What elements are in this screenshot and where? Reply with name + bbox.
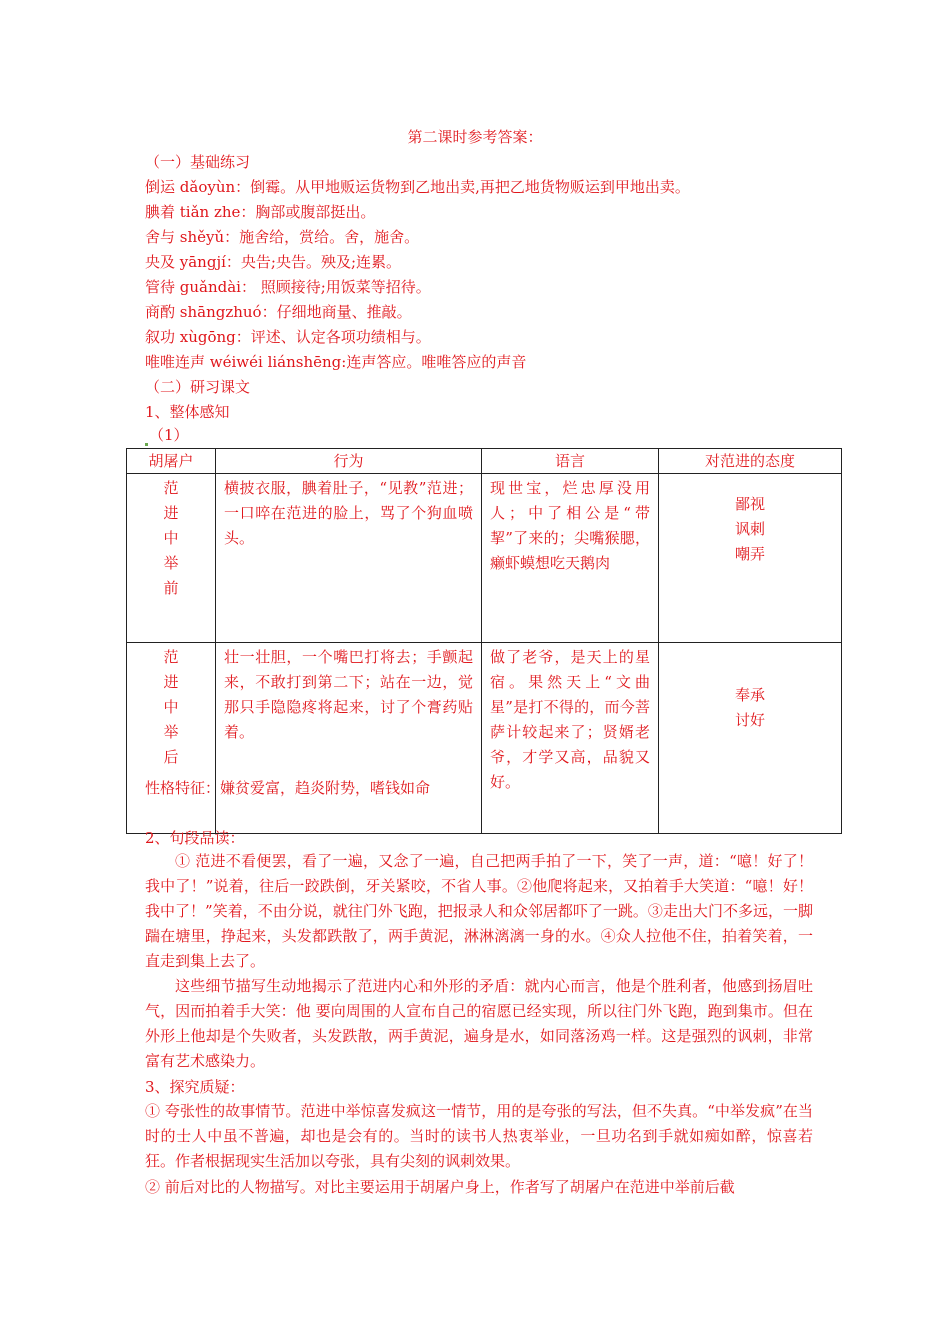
vocab-item: 央及 yāngjí：央告;央告。殃及;连累。	[145, 253, 402, 271]
inquiry-point-2: ② 前后对比的人物描写。对比主要运用于胡屠户身上，作者写了胡屠户在范进中举前后截	[145, 1178, 735, 1196]
stage-char: 中	[163, 698, 179, 716]
table-row	[127, 474, 842, 643]
quoted-passage	[145, 849, 813, 974]
vocab-item: 舍与 shěyǔ：施舍给，赏给。舍，施舍。	[145, 228, 420, 246]
stage-char: 范	[163, 479, 179, 497]
page-title: 第二课时参考答案：	[407, 128, 543, 146]
attitude-cell	[659, 474, 842, 643]
header-behavior: 行为	[216, 449, 482, 474]
vocab-item: 叙功 xùgōng：评述、认定各项功绩相与。	[145, 328, 431, 346]
subheading-sentence-reading: 2、句段品读：	[145, 829, 245, 847]
behavior-cell: 横披衣服，腆着肚子，“见教”范进；一口啐在范进的脸上，骂了个狗血喷头。	[216, 474, 482, 643]
section-heading-study: （二）研习课文	[145, 378, 251, 396]
inquiry-text: ① 夸张性的故事情节。范进中举惊喜发疯这一情节，用的是夸张的写法，但不失真。“中举发疯”在当时的士人中虽不普遍，却也是会有的。当时的读书人热衷举业，一旦功名到手就如痴如醉，惊喜若狂。作者根据现实生活加以夸张，具有尖刻的讽刺效果。	[145, 1102, 813, 1170]
attitude-cell	[659, 643, 842, 834]
attitude-word: 鄙视	[734, 495, 765, 513]
stage-char: 范	[163, 648, 179, 666]
vocab-item: 管待 guǎndài： 照顾接待;用饭菜等招待。	[145, 278, 431, 296]
subheading-inquiry: 3、探究质疑：	[145, 1078, 245, 1096]
vocab-item: 腆着 tiǎn zhe：胸部或腹部挺出。	[145, 203, 376, 221]
stage-char: 进	[163, 504, 179, 522]
stage-char: 前	[163, 579, 179, 597]
header-butcher: 胡屠户	[127, 449, 216, 474]
attitude-word: 讨好	[734, 711, 765, 729]
analysis-text: 这些细节描写生动地揭示了范进内心和外形的矛盾：就内心而言，他是个胜利者，他感到扬眉吐气，因而拍着手大笑：他 要向周围的人宣布自己的宿愿已经实现，所以往门外飞跑，跑到集市。但在外形上他却是个失败者，头发跌散，两手黄泥，遍身是水，如同落汤鸡一样。这是强烈的讽刺，非常富有艺术感染力。	[145, 977, 813, 1070]
language-cell: 现世宝，烂忠厚没用人；中了相公是“带挈”了来的；尖嘴猴腮，癞虾蟆想吃天鹅肉	[482, 474, 659, 643]
attitude-word: 讽刺	[734, 520, 765, 538]
subheading-overview: 1、整体感知	[145, 403, 230, 421]
vocab-item: 唯唯连声 wéiwéi liánshēng:连声答应。唯唯答应的声音	[145, 353, 527, 371]
vocab-item: 倒运 dǎoyùn：倒霉。从甲地贩运货物到乙地出卖,再把乙地货物贩运到甲地出卖。	[145, 178, 690, 196]
stage-char: 举	[163, 723, 179, 741]
passage-text: ① 范进不看便罢，看了一遍，又念了一遍，自己把两手拍了一下，笑了一声，道：“噫！好了！我中了！”说着，往后一跤跌倒，牙关紧咬，不省人事。②他爬将起来，又拍着手大笑道：“噫！好！我中了！”笑着，不由分说，就往门外飞跑，把报录人和众邻居都吓了一跳。③走出大门不多远，一脚踹在塘里，挣起来，头发都跌散了，两手黄泥，淋淋漓漓一身的水。④众人拉他不住，拍着笑着，一直走到集上去了。	[145, 852, 813, 970]
section-heading-basic: （一）基础练习	[145, 153, 251, 171]
character-summary: 性格特征：嫌贫爱富，趋炎附势，嗜钱如命	[145, 779, 431, 797]
stage-char: 举	[163, 554, 179, 572]
subheading-item-1	[145, 424, 825, 446]
attitude-word: 嘲弄	[734, 545, 765, 563]
stage-char: 后	[163, 748, 179, 766]
table-row	[127, 643, 842, 834]
stage-char: 中	[163, 529, 179, 547]
stage-char: 进	[163, 673, 179, 691]
inquiry-point-1	[145, 1099, 813, 1174]
vocab-item: 商酌 shāngzhuó：仔细地商量、推敲。	[145, 303, 412, 321]
analysis-paragraph	[145, 974, 813, 1074]
marker-dot	[145, 443, 148, 446]
stage-after	[127, 643, 216, 834]
attitude-word: 奉承	[734, 686, 765, 704]
header-attitude: 对范进的态度	[659, 449, 842, 474]
language-cell: 做了老爷，是天上的星宿。果然天上“文曲星”是打不得的，而今菩萨计较起来了；贤婿老爷，才学又高，品貌又好。	[482, 643, 659, 834]
table-header-row	[127, 449, 842, 474]
stage-before	[127, 474, 216, 643]
behavior-cell: 壮一壮胆，一个嘴巴打将去；手颤起来，不敢打到第二下；站在一边，觉那只手隐隐疼将起来，讨了个膏药贴着。	[216, 643, 482, 834]
item-number: （1）	[149, 426, 189, 444]
header-language: 语言	[482, 449, 659, 474]
